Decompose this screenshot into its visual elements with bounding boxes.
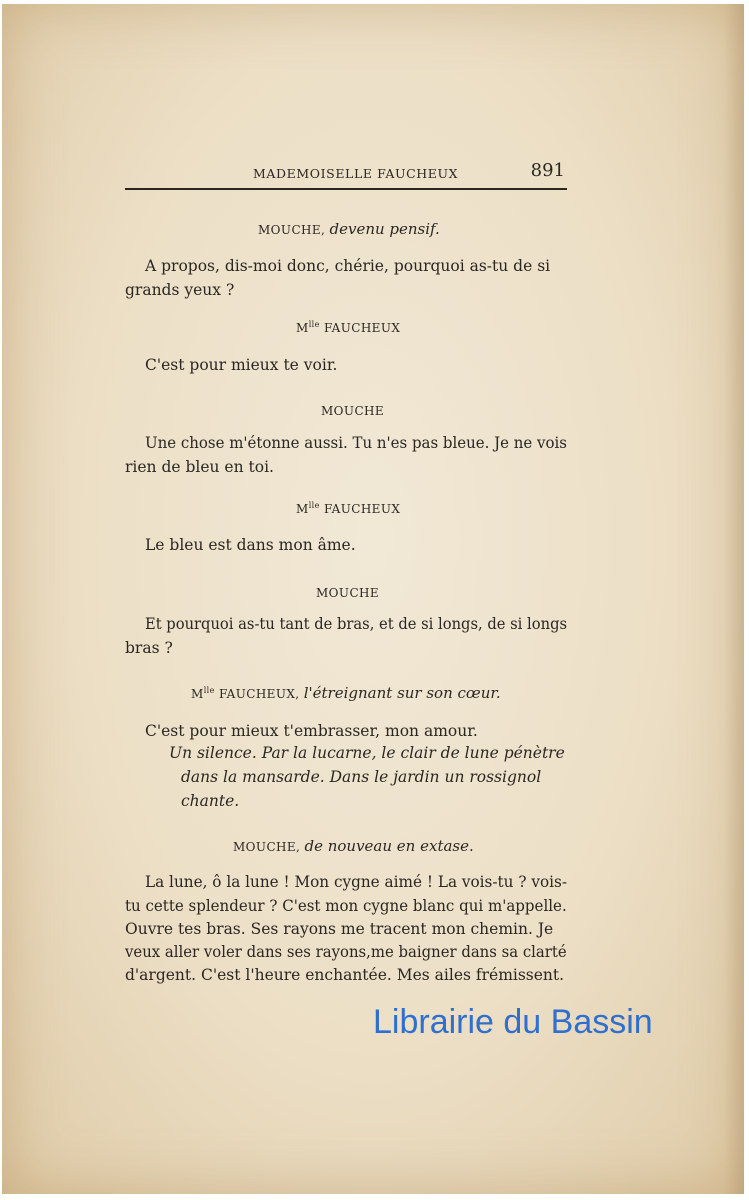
speaker-prefix: M	[296, 321, 309, 335]
speaker-faucheux-2	[296, 501, 400, 516]
dialogue-line: C'est pour mieux t'embrasser, mon amour.	[145, 722, 478, 740]
dialogue-line: bras ?	[125, 639, 173, 657]
speaker-sup: lle	[203, 686, 215, 695]
speaker-prefix: M	[191, 687, 204, 701]
watermark: Librairie du Bassin	[373, 1003, 653, 1041]
dialogue-line: tu cette splendeur ? C'est mon cygne blanc qui m'appelle.	[125, 897, 567, 915]
dialogue-line: Et pourquoi as-tu tant de bras, et de si longs, de si longs	[145, 615, 568, 633]
dialogue-line: Ouvre tes bras. Ses rayons me tracent mon chemin. Je	[125, 920, 554, 938]
speaker-mouche-1	[258, 220, 440, 238]
page-number: 891	[530, 160, 565, 181]
speaker-name: FAUCHEUX,	[218, 687, 300, 701]
speaker-prefix: M	[296, 502, 309, 516]
dialogue-line: grands yeux ?	[125, 281, 235, 299]
page-edge	[724, 4, 744, 1194]
speaker-sup: lle	[308, 320, 320, 329]
stage-direction: devenu pensif.	[329, 220, 440, 238]
speaker-sup: lle	[308, 501, 320, 510]
speaker-faucheux-3	[191, 684, 501, 702]
stage-direction: l'étreignant sur son cœur.	[303, 684, 501, 702]
speaker-name: MOUCHE	[321, 404, 385, 418]
speaker-mouche-3	[316, 586, 379, 600]
stage-direction-line: chante.	[181, 792, 240, 810]
dialogue-line: rien de bleu en toi.	[125, 458, 274, 476]
speaker-name: MOUCHE,	[233, 840, 301, 854]
dialogue-line: veux aller voler dans ses rayons,me baigner dans sa clarté	[125, 943, 567, 961]
speaker-name: MOUCHE	[316, 586, 380, 600]
stage-direction-line: Un silence. Par la lucarne, le clair de lune pénètre	[169, 744, 565, 762]
stage-direction-line: dans la mansarde. Dans le jardin un rossignol	[181, 768, 542, 786]
page-header	[125, 160, 567, 190]
speaker-mouche-4	[233, 837, 474, 855]
dialogue-line: Le bleu est dans mon âme.	[145, 536, 356, 554]
dialogue-line: d'argent. C'est l'heure enchantée. Mes ailes frémissent.	[125, 966, 565, 984]
speaker-name: FAUCHEUX	[323, 321, 401, 335]
dialogue-line: C'est pour mieux te voir.	[145, 356, 338, 374]
speaker-faucheux-1	[296, 320, 400, 335]
speaker-name: MOUCHE,	[258, 223, 326, 237]
dialogue-line: Une chose m'étonne aussi. Tu n'es pas bleue. Je ne vois	[145, 434, 567, 452]
running-head: MADEMOISELLE FAUCHEUX	[253, 166, 459, 181]
dialogue-line: A propos, dis-moi donc, chérie, pourquoi as-tu de si	[145, 257, 551, 275]
speaker-mouche-2	[321, 404, 384, 418]
dialogue-line: La lune, ô la lune ! Mon cygne aimé ! La vois-tu ? vois-	[145, 873, 567, 891]
speaker-name: FAUCHEUX	[323, 502, 401, 516]
stage-direction: de nouveau en extase.	[304, 837, 474, 855]
